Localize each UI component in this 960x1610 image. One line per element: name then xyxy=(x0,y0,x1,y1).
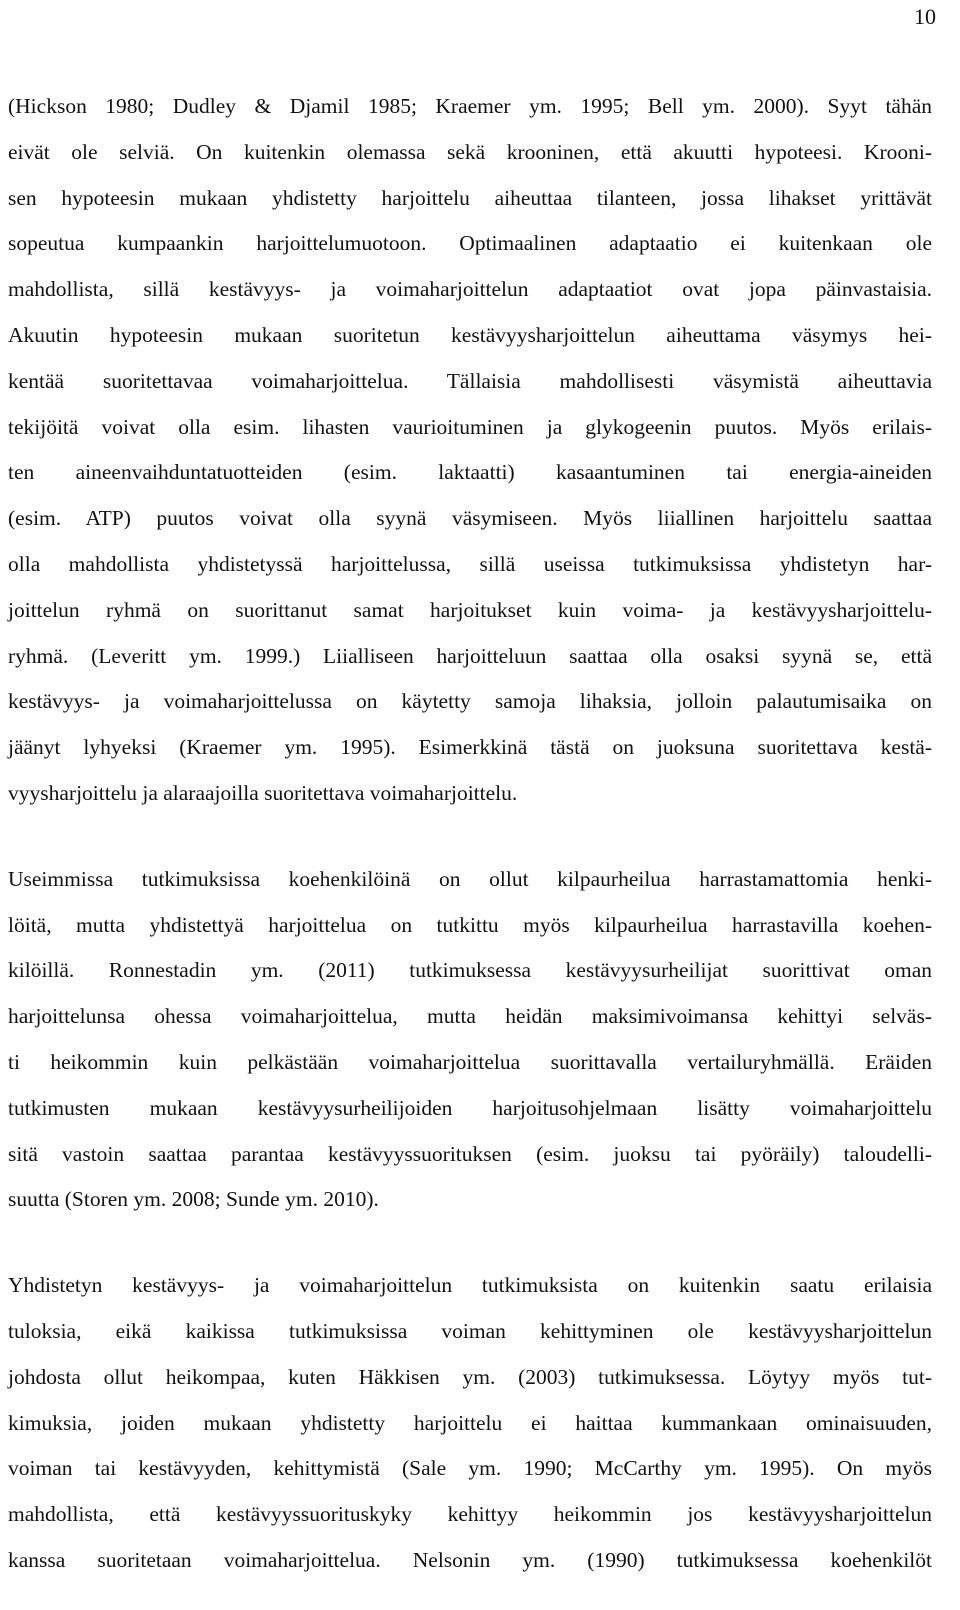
paragraph-gap xyxy=(8,817,932,857)
text-line: kentää suoritettavaa voimaharjoittelua. Tällaisia mahdollisesti väsymistä aiheuttavia xyxy=(8,368,932,393)
text-line: (esim. ATP) puutos voivat olla syynä väsymiseen. Myös liiallinen harjoittelu saattaa xyxy=(8,506,932,531)
page-number: 10 xyxy=(914,4,936,29)
text-line: ryhmä. (Leveritt ym. 1999.) Liialliseen harjoitteluun saattaa olla osaksi syynä se, että xyxy=(8,643,932,668)
text-line: sen hypoteesin mukaan yhdistetty harjoittelu aiheuttaa tilanteen, jossa lihakset yrittävät xyxy=(8,185,932,210)
text-line: sitä vastoin saattaa parantaa kestävyyssuorituksen (esim. juoksu tai pyöräily) taloudelli- xyxy=(8,1141,932,1166)
text-line: kanssa suoritetaan voimaharjoittelua. Nelsonin ym. (1990) tutkimuksessa koehenkilöt xyxy=(8,1547,932,1572)
text-line: tuloksia, eikä kaikissa tutkimuksissa voiman kehittyminen ole kestävyysharjoittelun xyxy=(8,1318,932,1343)
text-line: jäänyt lyhyeksi (Kraemer ym. 1995). Esimerkkinä tästä on juoksuna suoritettava kestä- xyxy=(8,735,932,760)
text-line: ten aineenvaihduntatuotteiden (esim. laktaatti) kasaantuminen tai energia-aineiden xyxy=(8,460,932,485)
text-line: tekijöitä voivat olla esim. lihasten vaurioituminen ja glykogeenin puutos. Myös erilais- xyxy=(8,414,932,439)
text-line: joittelun ryhmä on suorittanut samat harjoitukset kuin voima- ja kestävyysharjoittelu- xyxy=(8,597,932,622)
text-line: sopeutua kumpaankin harjoittelumuotoon. Optimaalinen adaptaatio ei kuitenkaan ole xyxy=(8,231,932,256)
text-line: kimuksia, joiden mukaan yhdistetty harjoittelu ei haittaa kummankaan ominaisuuden, xyxy=(8,1410,932,1435)
text-line: ti heikommin kuin pelkästään voimaharjoittelua suorittavalla vertailuryhmällä. Eräiden xyxy=(8,1049,932,1074)
text-line: johdosta ollut heikompaa, kuten Häkkisen ym. (2003) tutkimuksessa. Löytyy myös tut- xyxy=(8,1364,932,1389)
text-line: voiman tai kestävyyden, kehittymistä (Sale ym. 1990; McCarthy ym. 1995). On myös xyxy=(8,1456,932,1481)
text-line: mahdollista, sillä kestävyys- ja voimaharjoittelun adaptaatiot ovat jopa päinvastaisia. xyxy=(8,277,932,302)
text-line: vyysharjoittelu ja alaraajoilla suoritettava voimaharjoittelu. xyxy=(8,780,518,805)
text-line: kilöillä. Ronnestadin ym. (2011) tutkimuksessa kestävyysurheilijat suorittivat oman xyxy=(8,958,932,983)
text-line: (Hickson 1980; Dudley & Djamil 1985; Kraemer ym. 1995; Bell ym. 2000). Syyt tähän xyxy=(8,94,932,118)
paragraph-1 xyxy=(8,84,932,817)
text-line: tutkimusten mukaan kestävyysurheilijoiden harjoitusohjelmaan lisätty voimaharjoittelu xyxy=(8,1095,932,1120)
text-line: olla mahdollista yhdistetyssä harjoittelussa, sillä useissa tutkimuksissa yhdistetyn har- xyxy=(8,551,932,576)
paragraph-2 xyxy=(8,857,932,1223)
text-line: suutta (Storen ym. 2008; Sunde ym. 2010). xyxy=(8,1187,379,1212)
text-line: Akuutin hypoteesin mukaan suoritetun kestävyysharjoittelun aiheuttama väsymys hei- xyxy=(8,322,932,347)
text-line: Useimmissa tutkimuksissa koehenkilöinä on ollut kilpaurheilua harrastamattomia henki- xyxy=(8,866,932,891)
paragraph-3 xyxy=(8,1263,932,1584)
text-line: kestävyys- ja voimaharjoittelussa on käytetty samoja lihaksia, jolloin palautumisaika on xyxy=(8,689,932,714)
text-line: Yhdistetyn kestävyys- ja voimaharjoittelun tutkimuksista on kuitenkin saatu erilaisia xyxy=(8,1273,932,1298)
body-text xyxy=(8,84,932,1584)
text-line: eivät ole selviä. On kuitenkin olemassa sekä krooninen, että akuutti hypoteesi. Krooni- xyxy=(8,139,932,164)
text-line: löitä, mutta yhdistettyä harjoittelua on tutkittu myös kilpaurheilua harrastavilla koehen- xyxy=(8,912,932,937)
text-line: harjoittelunsa ohessa voimaharjoittelua, mutta heidän maksimivoimansa kehittyi selväs- xyxy=(8,1004,932,1029)
text-line: mahdollista, että kestävyyssuorituskyky kehittyy heikommin jos kestävyysharjoittelun xyxy=(8,1502,932,1527)
paragraph-gap xyxy=(8,1223,932,1263)
